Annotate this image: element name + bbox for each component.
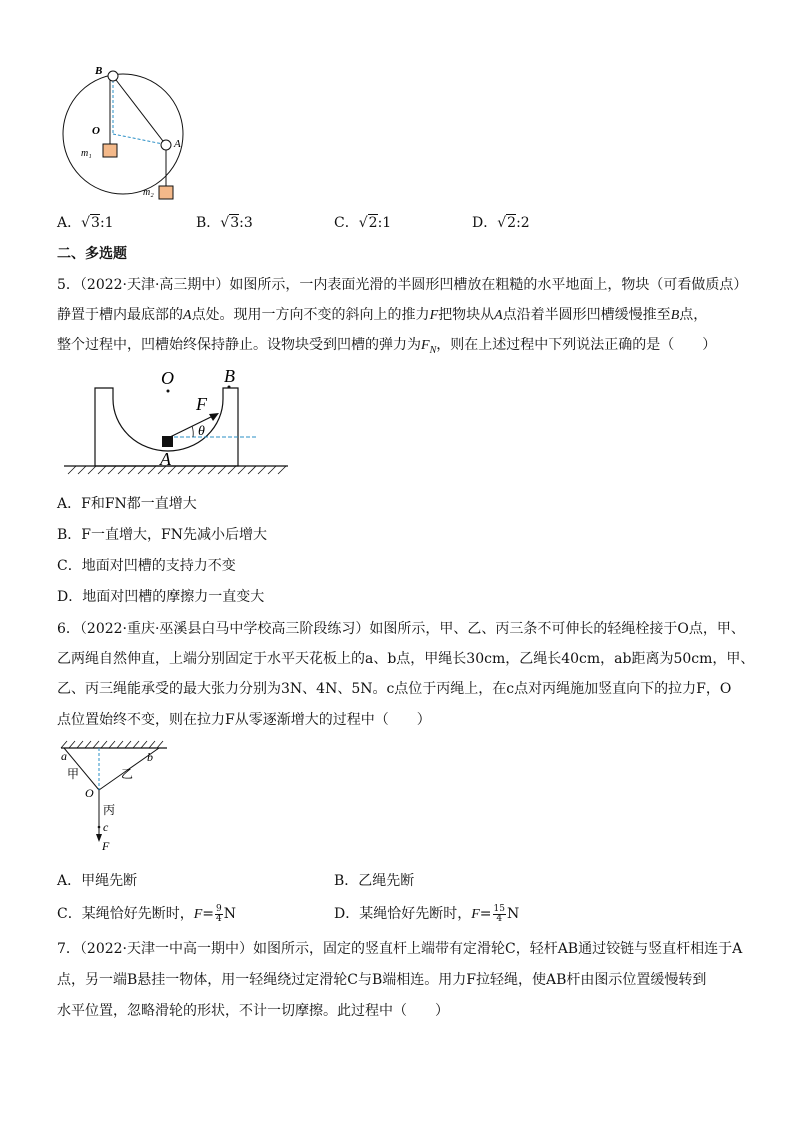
- q4-block-m1: [103, 144, 117, 157]
- q6-stem-line3: 乙、丙三绳能承受的最大张力分别为3N、4N、5N。c点位于丙绳上，在c点对丙绳施加竖直向下的拉力F，O: [57, 681, 732, 697]
- q7-stem-line1: 7．（2022·天津一中高一期中）如图所示，固定的竖直杆上端带有定滑轮C，轻杆AB通过铰链与竖直杆相连于A: [57, 941, 743, 957]
- q5-figure: [62, 362, 292, 484]
- q6-option-c: [57, 903, 236, 924]
- q6-option-b: B．乙绳先断: [334, 873, 415, 889]
- q5-s2d: F: [429, 308, 439, 323]
- q6-option-d-fraction: [493, 905, 506, 924]
- q5-s2f: A: [494, 308, 503, 323]
- q5-s2a: 静置于槽内最底部的: [57, 307, 183, 323]
- q6-option-c-eq: =: [202, 906, 215, 922]
- q6-option-d-F: F: [471, 907, 480, 922]
- q4-option-c-prefix: C．: [334, 215, 359, 231]
- q6-option-d-num: 15: [493, 903, 505, 914]
- q7-stem-line2: 点，另一端B悬挂一物体，用一轻绳绕过定滑轮C与B端相连。用力F拉轻绳，使AB杆由图示位置缓慢转到: [57, 972, 707, 988]
- q6-option-a: A．甲绳先断: [57, 873, 138, 889]
- q6-option-d-eq: =: [479, 906, 492, 922]
- q4-option-c: C．√2:1: [334, 215, 392, 231]
- q6-label-jia: 甲: [67, 767, 80, 781]
- q6-stem-line4: 点位置始终不变，则在拉力F从零逐渐增大的过程中（ ）: [57, 712, 431, 728]
- q5-s2g: 点沿着半圆形凹槽缓慢推至: [502, 307, 671, 323]
- q4-pulley-B: [108, 71, 118, 81]
- q4-option-b-rest: :3: [239, 215, 253, 231]
- q5-ground-hatch: [68, 466, 286, 474]
- q5-label-O: O: [161, 368, 174, 388]
- q4-label-A: A: [174, 138, 181, 150]
- q6-label-a: a: [61, 749, 67, 763]
- q4-option-a-root: 3: [91, 215, 100, 231]
- q4-option-d-root: 2: [507, 215, 517, 231]
- q5-s2b: A: [183, 308, 192, 323]
- q6-option-d: [334, 903, 519, 924]
- q4-option-a-prefix: A．: [57, 215, 82, 231]
- q5-option-d: D．地面对凹槽的摩擦力一直变大: [57, 589, 265, 605]
- q5-s2h: B: [670, 308, 680, 323]
- q5-s2i: 点，: [679, 307, 708, 323]
- q6-option-c-den: 4: [216, 913, 222, 924]
- q4-option-a: A．√3:1: [57, 215, 114, 231]
- q5-s3b: F: [421, 338, 430, 353]
- q5-block: [162, 436, 173, 447]
- q5-center-dot: [167, 390, 170, 393]
- q6-option-d-den: 4: [496, 913, 503, 924]
- q5-s3a: 整个过程中，凹槽始终保持静止。设物块受到凹槽的弹力为: [57, 337, 421, 353]
- q6-option-c-unit: N: [223, 906, 236, 922]
- q6-option-c-fraction: [215, 905, 223, 924]
- q4-option-b-prefix: B．: [196, 215, 221, 231]
- q5-option-c: C．地面对凹槽的支持力不变: [57, 558, 236, 574]
- q6-label-yi: 乙: [121, 767, 134, 781]
- q5-option-a: A．F和FN都一直增大: [57, 496, 197, 512]
- q5-s2e: 把物块从: [438, 307, 495, 323]
- q6-option-d-text: D．某绳恰好先断时，: [334, 906, 472, 922]
- q4-circle: [63, 74, 183, 194]
- q7-stem-line3: 水平位置，忽略滑轮的形状，不计一切摩擦。此过程中（ ）: [57, 1003, 449, 1019]
- q4-option-d-rest: :2: [516, 215, 530, 231]
- q5-angle-arc: [192, 426, 193, 437]
- q4-option-c-root: 2: [368, 215, 378, 231]
- q4-label-B: B: [95, 65, 103, 77]
- q5-label-theta: θ: [198, 424, 205, 439]
- q5-label-F: F: [196, 394, 207, 414]
- q5-stem-line2: [57, 306, 747, 325]
- q6-label-F: F: [102, 839, 110, 853]
- q6-figure: [55, 738, 175, 856]
- q4-block-m2: [159, 186, 173, 199]
- q6-option-d-unit: N: [506, 906, 520, 922]
- q6-ceiling-hatch: [61, 741, 163, 748]
- q6-label-bing: 丙: [103, 803, 116, 817]
- section-heading: 二、多选题: [57, 246, 127, 262]
- q6-stem-line1: 6．（2022·重庆·巫溪县白马中学校高三阶段练习）如图所示，甲、乙、丙三条不可伸长的轻绳栓接于O点，甲、: [57, 621, 745, 637]
- q6-option-c-F: F: [193, 907, 203, 922]
- q6-label-b: b: [147, 750, 153, 764]
- q6-option-c-text: C．某绳恰好先断时，: [57, 906, 194, 922]
- q4-rope-BA: [113, 76, 166, 145]
- q4-option-b: B．√3:3: [196, 215, 253, 231]
- q5-label-A: A: [160, 449, 171, 469]
- q4-option-c-rest: :1: [377, 215, 392, 231]
- q4-option-d-prefix: D．: [472, 215, 498, 231]
- q5-label-B: B: [224, 366, 235, 386]
- q5-stem-line3: [57, 336, 747, 360]
- q6-option-c-num: 9: [216, 903, 222, 914]
- q4-pulley-A: [161, 140, 171, 150]
- q4-dashed-horizontal: [113, 134, 163, 144]
- q4-option-d: D．√2:2: [472, 215, 530, 231]
- q6-label-c: c: [103, 820, 109, 834]
- q5-option-b: B．F一直增大，FN先减小后增大: [57, 527, 267, 543]
- q4-option-b-root: 3: [230, 215, 240, 231]
- q5-stem-line1: 5．（2022·天津·高三期中）如图所示，一内表面光滑的半圆形凹槽放在粗糙的水平地面上，物块（可看做质点）: [57, 277, 748, 293]
- q4-label-m1: m₁: [81, 148, 92, 159]
- q4-label-O: O: [92, 125, 100, 137]
- q6-stem-line2: 乙两绳自然伸直，上端分别固定于水平天花板上的a、b点，甲绳长30cm，乙绳长40cm，ab距离为50cm，甲、: [57, 651, 755, 667]
- q5-s3d: ，则在上述过程中下列说法正确的是（ ）: [436, 337, 717, 353]
- q6-label-O: O: [85, 786, 94, 800]
- q5-s3c: N: [429, 344, 437, 356]
- q6-point-c: [98, 826, 101, 829]
- q4-figure: [55, 62, 205, 202]
- q4-label-m2: m₂: [143, 187, 154, 198]
- q5-s2c: 点处。现用一方向不变的斜向上的推力: [191, 307, 430, 323]
- q4-option-a-rest: :1: [99, 215, 114, 231]
